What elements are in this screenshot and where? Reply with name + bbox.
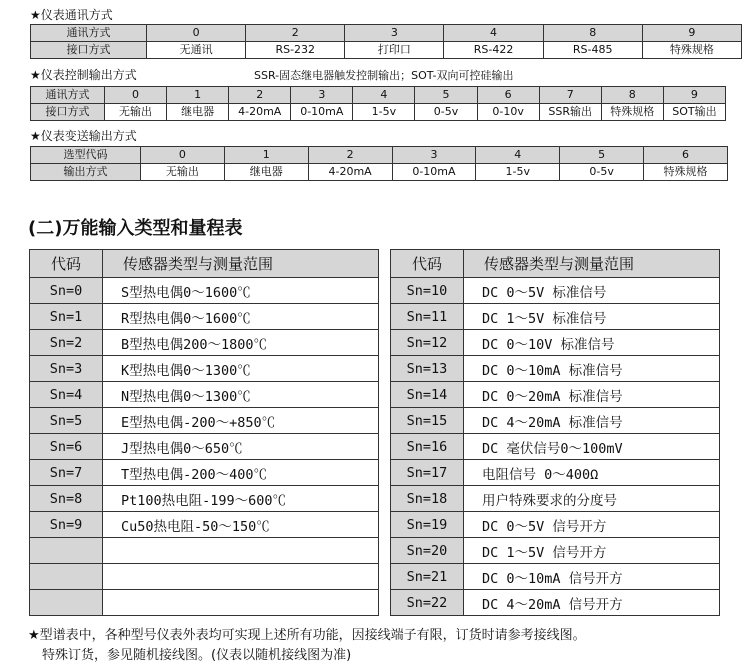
comm-value-row — [31, 42, 742, 59]
control-table — [30, 86, 726, 121]
input-code-cell: Sn=11 — [391, 304, 464, 330]
table-row — [30, 564, 379, 590]
input-table-left — [29, 249, 379, 616]
comm-code-cell: 4 — [444, 25, 543, 42]
transmit-value-cell: 1-5v — [476, 164, 560, 181]
comm-code-cell: 3 — [345, 25, 444, 42]
input-right-header-row — [391, 250, 720, 278]
input-desc-cell: Cu50热电阻-50～150℃ — [103, 512, 379, 538]
transmit-table — [30, 146, 728, 181]
table-row — [391, 590, 720, 616]
input-left-header-row — [30, 250, 379, 278]
table-row — [30, 356, 379, 382]
table-row — [30, 512, 379, 538]
control-code-cell: 8 — [601, 87, 663, 104]
input-desc-cell — [103, 538, 379, 564]
control-section-title — [30, 68, 514, 82]
input-desc-cell: K型热电偶0～1300℃ — [103, 356, 379, 382]
table-row — [391, 460, 720, 486]
input-desc-cell: B型热电偶200～1800℃ — [103, 330, 379, 356]
input-right-col-desc: 传感器类型与测量范围 — [464, 250, 720, 278]
comm-value-cell: RS-232 — [246, 42, 345, 59]
footer-line-1: ★型谱表中，各种型号仪表外表均可实现上述所有功能，因接线端子有限，订货时请参考接线图。 — [28, 628, 586, 643]
table-row — [30, 304, 379, 330]
control-value-cell: 4-20mA — [229, 104, 291, 121]
table-row — [391, 434, 720, 460]
input-desc-cell: DC 0～5V 信号开方 — [464, 512, 720, 538]
control-header-label: 通讯方式 — [31, 87, 105, 104]
input-code-cell: Sn=5 — [30, 408, 103, 434]
transmit-row-label: 输出方式 — [31, 164, 141, 181]
control-code-cell: 7 — [539, 87, 601, 104]
table-row — [391, 304, 720, 330]
input-code-cell: Sn=22 — [391, 590, 464, 616]
transmit-value-cell: 特殊规格 — [644, 164, 728, 181]
comm-table — [30, 24, 742, 59]
control-value-row — [31, 104, 726, 121]
input-desc-cell: DC 1～5V 信号开方 — [464, 538, 720, 564]
table-row — [30, 278, 379, 304]
control-section-title-text: ★仪表控制输出方式 — [30, 68, 137, 82]
table-row — [391, 382, 720, 408]
comm-value-cell: 打印口 — [345, 42, 444, 59]
input-desc-cell: T型热电偶-200～400℃ — [103, 460, 379, 486]
table-row — [391, 408, 720, 434]
transmit-code-cell: 1 — [224, 147, 308, 164]
transmit-code-cell: 4 — [476, 147, 560, 164]
input-left-col-desc: 传感器类型与测量范围 — [103, 250, 379, 278]
input-code-cell: Sn=13 — [391, 356, 464, 382]
comm-code-cell: 8 — [543, 25, 642, 42]
transmit-value-cell: 4-20mA — [308, 164, 392, 181]
transmit-value-cell: 无输出 — [141, 164, 225, 181]
comm-code-cell: 2 — [246, 25, 345, 42]
input-section-title: (二)万能输入类型和量程表 — [28, 218, 243, 239]
input-left-col-code: 代码 — [30, 250, 103, 278]
footer-note — [28, 626, 743, 666]
table-row — [391, 356, 720, 382]
input-desc-cell: DC 0～10mA 标准信号 — [464, 356, 720, 382]
transmit-code-cell: 3 — [392, 147, 476, 164]
input-code-cell: Sn=19 — [391, 512, 464, 538]
control-code-row — [31, 87, 726, 104]
table-row — [391, 486, 720, 512]
comm-value-cell: 特殊规格 — [642, 42, 741, 59]
transmit-value-cell: 继电器 — [224, 164, 308, 181]
comm-value-cell: RS-485 — [543, 42, 642, 59]
input-table-right — [390, 249, 720, 616]
input-code-cell: Sn=14 — [391, 382, 464, 408]
input-code-cell: Sn=3 — [30, 356, 103, 382]
input-code-cell: Sn=18 — [391, 486, 464, 512]
comm-section-title: ★仪表通讯方式 — [30, 8, 113, 22]
comm-code-row — [31, 25, 742, 42]
table-row — [30, 486, 379, 512]
input-desc-cell: DC 4～20mA 标准信号 — [464, 408, 720, 434]
control-value-cell: 1-5v — [353, 104, 415, 121]
transmit-code-cell: 0 — [141, 147, 225, 164]
input-code-cell: Sn=21 — [391, 564, 464, 590]
comm-code-cell: 0 — [147, 25, 246, 42]
transmit-value-row — [31, 164, 728, 181]
table-row — [30, 590, 379, 616]
control-value-cell: SOT输出 — [663, 104, 725, 121]
input-desc-cell: E型热电偶-200～+850℃ — [103, 408, 379, 434]
control-code-cell: 6 — [477, 87, 539, 104]
table-row — [391, 278, 720, 304]
input-code-cell: Sn=15 — [391, 408, 464, 434]
input-desc-cell: R型热电偶0～1600℃ — [103, 304, 379, 330]
input-desc-cell: DC 1～5V 标准信号 — [464, 304, 720, 330]
input-desc-cell: DC 4～20mA 信号开方 — [464, 590, 720, 616]
input-desc-cell: Pt100热电阻-199～600℃ — [103, 486, 379, 512]
input-right-col-code: 代码 — [391, 250, 464, 278]
control-section-note: SSR-固态继电器触发控制输出；SOT-双向可控硅输出 — [254, 69, 514, 82]
transmit-header-label: 选型代码 — [31, 147, 141, 164]
control-value-cell: 无输出 — [105, 104, 167, 121]
input-code-cell: Sn=12 — [391, 330, 464, 356]
table-row — [30, 330, 379, 356]
table-row — [391, 330, 720, 356]
comm-header-label: 通讯方式 — [31, 25, 147, 42]
input-code-cell: Sn=7 — [30, 460, 103, 486]
input-code-cell: Sn=10 — [391, 278, 464, 304]
transmit-code-cell: 2 — [308, 147, 392, 164]
control-code-cell: 0 — [105, 87, 167, 104]
transmit-value-cell: 0-10mA — [392, 164, 476, 181]
input-code-cell: Sn=1 — [30, 304, 103, 330]
input-desc-cell: S型热电偶0～1600℃ — [103, 278, 379, 304]
input-code-cell: Sn=4 — [30, 382, 103, 408]
comm-code-cell: 9 — [642, 25, 741, 42]
control-value-cell: 继电器 — [167, 104, 229, 121]
table-row — [391, 564, 720, 590]
table-row — [30, 408, 379, 434]
input-code-cell: Sn=16 — [391, 434, 464, 460]
table-row — [30, 434, 379, 460]
transmit-value-cell: 0-5v — [560, 164, 644, 181]
input-desc-cell: 用户特殊要求的分度号 — [464, 486, 720, 512]
input-code-cell — [30, 564, 103, 590]
transmit-code-cell: 5 — [560, 147, 644, 164]
input-desc-cell: DC 0～5V 标准信号 — [464, 278, 720, 304]
transmit-section-title: ★仪表变送输出方式 — [30, 129, 137, 143]
input-code-cell: Sn=20 — [391, 538, 464, 564]
input-desc-cell: J型热电偶0～650℃ — [103, 434, 379, 460]
control-value-cell: 0-5v — [415, 104, 477, 121]
input-desc-cell: DC 0～10V 标准信号 — [464, 330, 720, 356]
input-desc-cell: 电阻信号 0～400Ω — [464, 460, 720, 486]
comm-value-cell: 无通讯 — [147, 42, 246, 59]
control-code-cell: 1 — [167, 87, 229, 104]
control-code-cell: 4 — [353, 87, 415, 104]
input-desc-cell — [103, 590, 379, 616]
input-code-cell — [30, 590, 103, 616]
input-desc-cell: N型热电偶0～1300℃ — [103, 382, 379, 408]
transmit-code-cell: 6 — [644, 147, 728, 164]
input-desc-cell — [103, 564, 379, 590]
input-code-cell: Sn=17 — [391, 460, 464, 486]
control-code-cell: 3 — [291, 87, 353, 104]
table-row — [391, 538, 720, 564]
input-desc-cell: DC 0～10mA 信号开方 — [464, 564, 720, 590]
control-value-cell: SSR输出 — [539, 104, 601, 121]
control-value-cell: 0-10v — [477, 104, 539, 121]
table-row — [391, 512, 720, 538]
control-value-cell: 0-10mA — [291, 104, 353, 121]
input-code-cell: Sn=6 — [30, 434, 103, 460]
input-code-cell: Sn=0 — [30, 278, 103, 304]
input-code-cell: Sn=8 — [30, 486, 103, 512]
table-row — [30, 460, 379, 486]
input-desc-cell: DC 0～20mA 标准信号 — [464, 382, 720, 408]
control-row-label: 接口方式 — [31, 104, 105, 121]
input-code-cell — [30, 538, 103, 564]
input-desc-cell: DC 毫伏信号0～100mV — [464, 434, 720, 460]
table-row — [30, 382, 379, 408]
control-code-cell: 5 — [415, 87, 477, 104]
comm-row-label: 接口方式 — [31, 42, 147, 59]
transmit-code-row — [31, 147, 728, 164]
input-code-cell: Sn=9 — [30, 512, 103, 538]
footer-line-2: 特殊订货，参见随机接线图。(仪表以随机接线图为准) — [42, 648, 352, 663]
comm-value-cell: RS-422 — [444, 42, 543, 59]
input-code-cell: Sn=2 — [30, 330, 103, 356]
control-value-cell: 特殊规格 — [601, 104, 663, 121]
table-row — [30, 538, 379, 564]
control-code-cell: 9 — [663, 87, 725, 104]
control-code-cell: 2 — [229, 87, 291, 104]
